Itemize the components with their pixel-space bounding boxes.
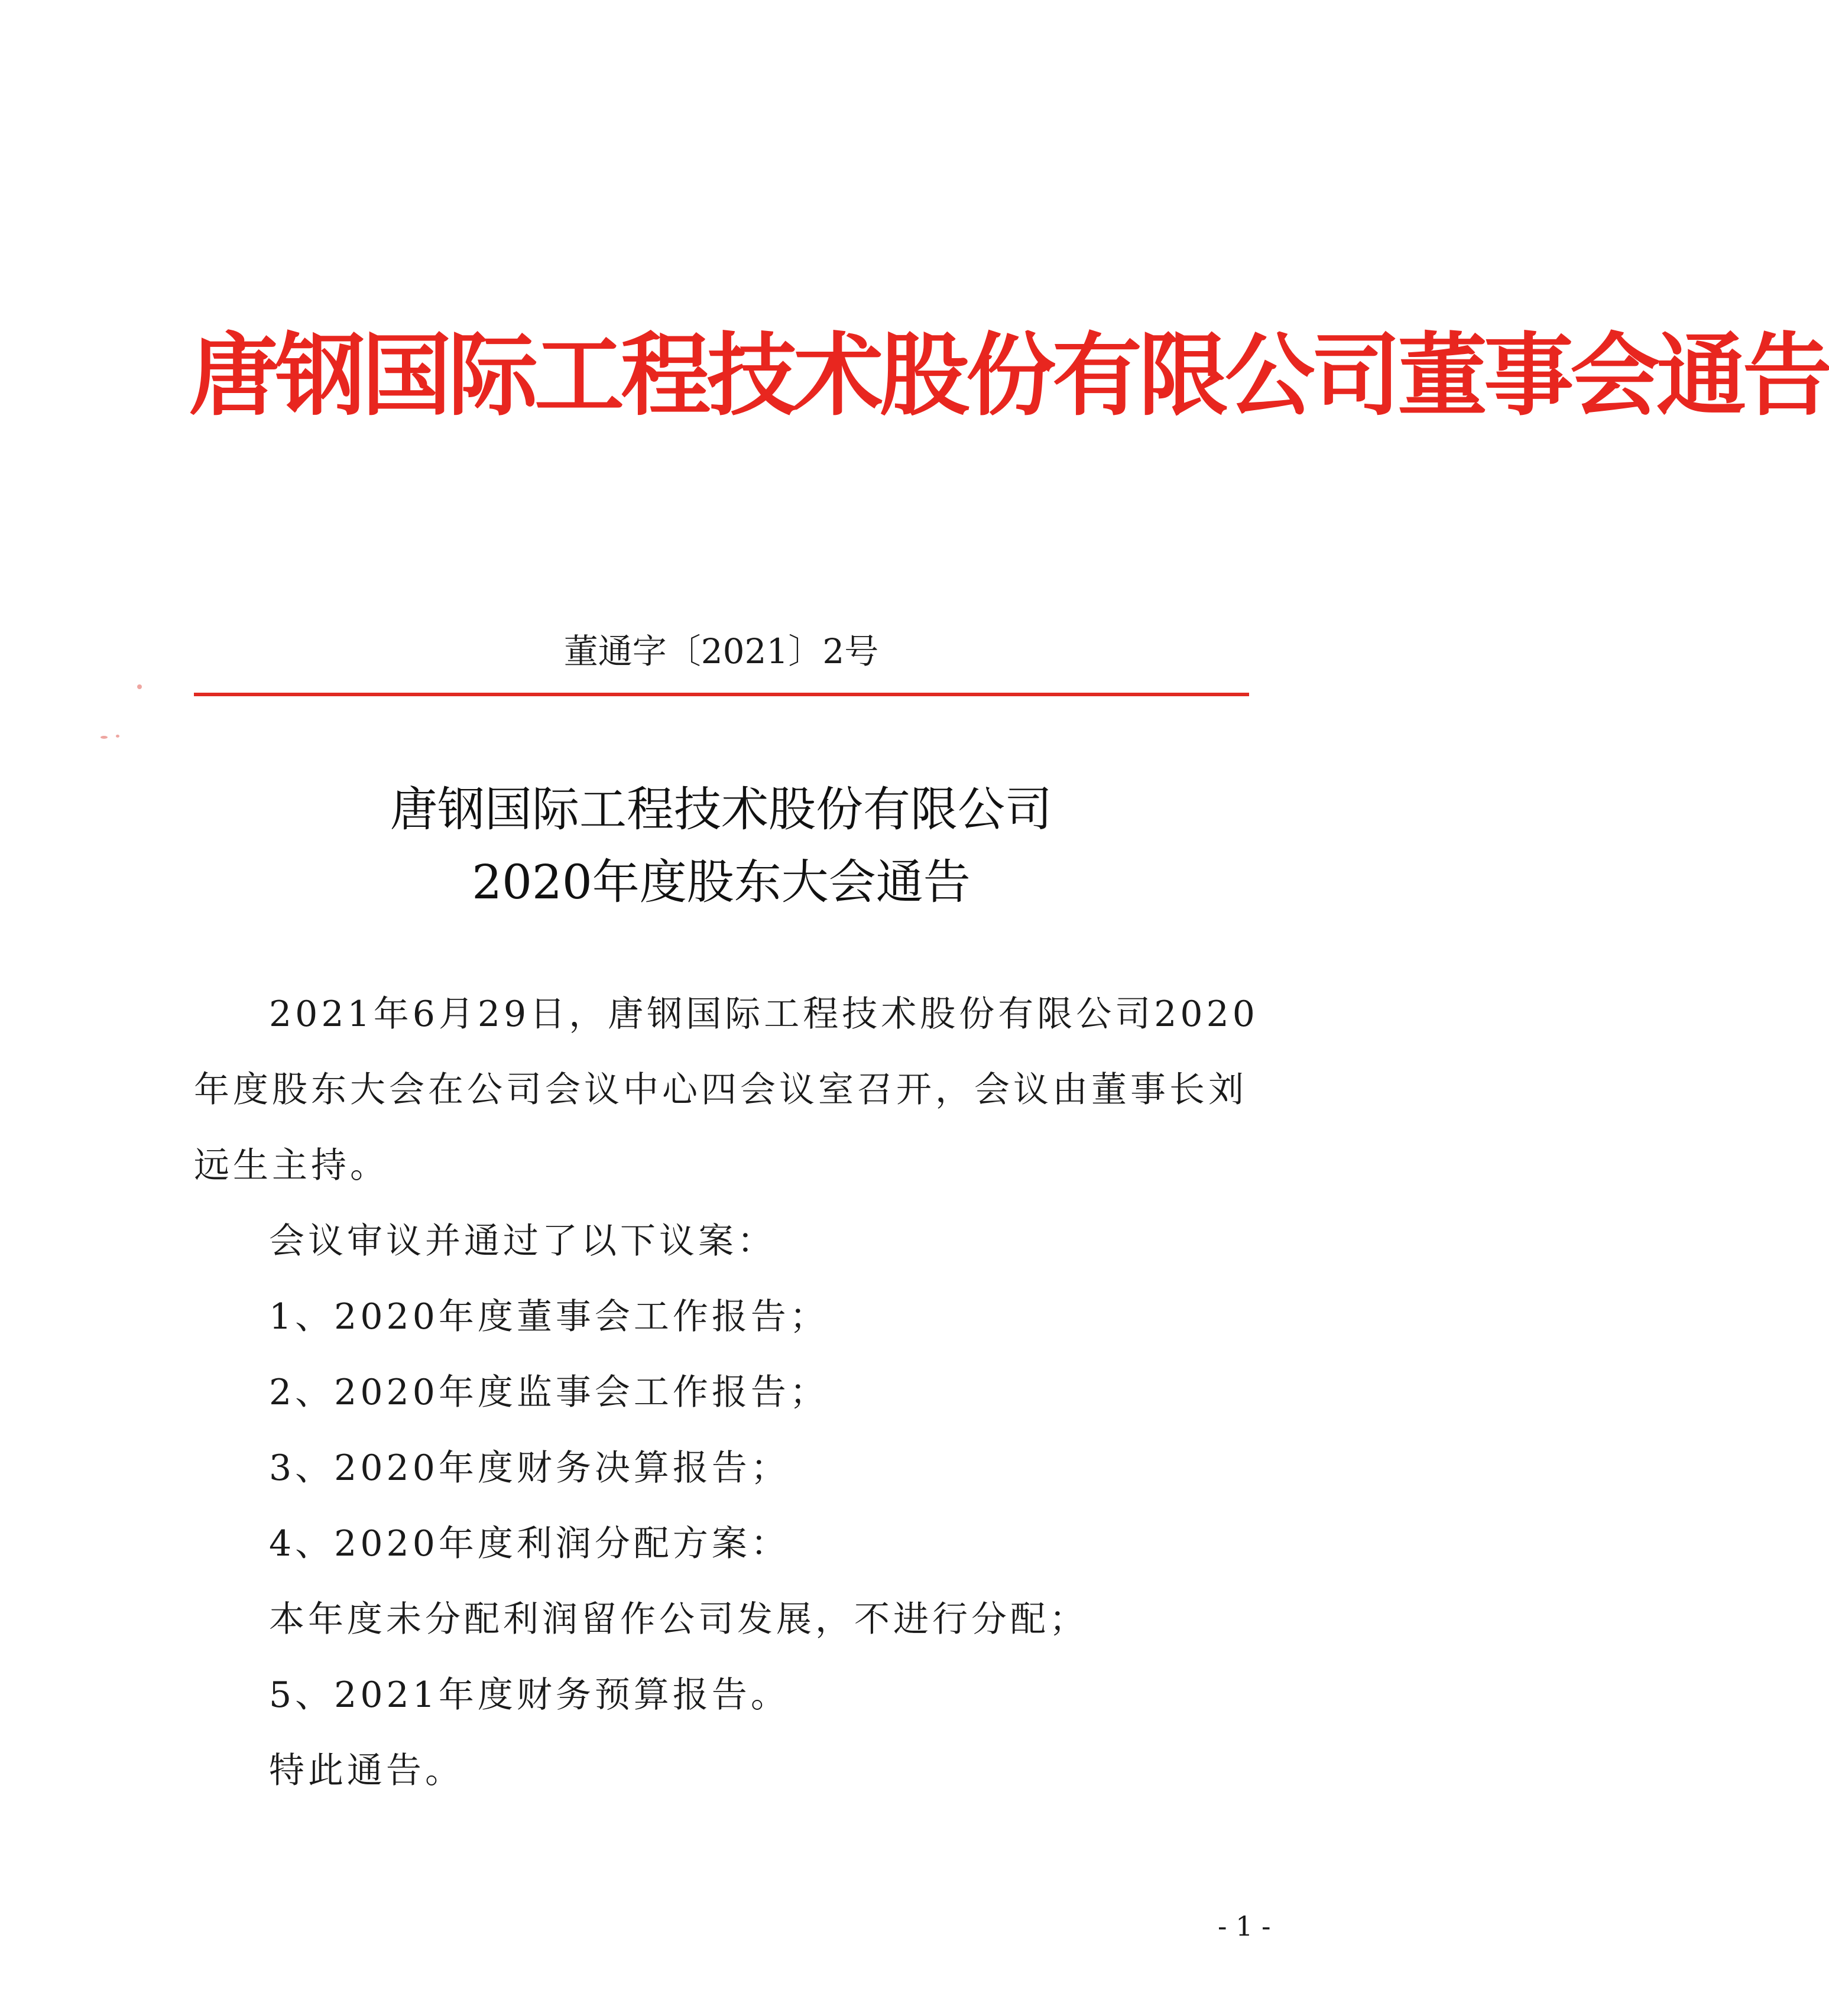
closing-text: 特此通告。 xyxy=(269,1750,464,1791)
agenda-item: 3、2020年度财务决算报告； xyxy=(269,1447,790,1489)
agenda-item: 5、2021年度财务预算报告。 xyxy=(269,1674,790,1716)
page-number: - 1 - xyxy=(1218,1910,1271,1942)
notice-title-line1: 唐钢国际工程技术股份有限公司 xyxy=(390,782,1052,837)
scan-speck xyxy=(137,684,142,689)
red-divider-line xyxy=(194,693,1249,696)
paragraph-line: 2021年6月29日，唐钢国际工程技术股份有限公司2020 xyxy=(269,994,1259,1035)
document-number: 董通字〔2021〕2号 xyxy=(563,631,879,671)
agenda-item-detail: 本年度未分配利润留作公司发展，不进行分配； xyxy=(269,1599,1088,1640)
masthead-title: 唐钢国际工程技术股份有限公司董事会通告 xyxy=(189,323,1829,428)
agenda-item: 1、2020年度董事会工作报告； xyxy=(269,1296,829,1337)
scan-speck xyxy=(116,735,119,738)
scan-speck xyxy=(100,736,108,739)
paragraph-line: 年度股东大会在公司会议中心四会议室召开，会议由董事长刘 xyxy=(194,1069,1247,1111)
agenda-item: 4、2020年度利润分配方案： xyxy=(269,1523,790,1564)
agenda-item: 2、2020年度监事会工作报告； xyxy=(269,1372,829,1413)
paragraph-line: 远生主持。 xyxy=(194,1145,389,1186)
notice-title-line2: 2020年度股东大会通告 xyxy=(472,855,971,910)
agenda-intro: 会议审议并通过了以下议案： xyxy=(269,1220,776,1262)
